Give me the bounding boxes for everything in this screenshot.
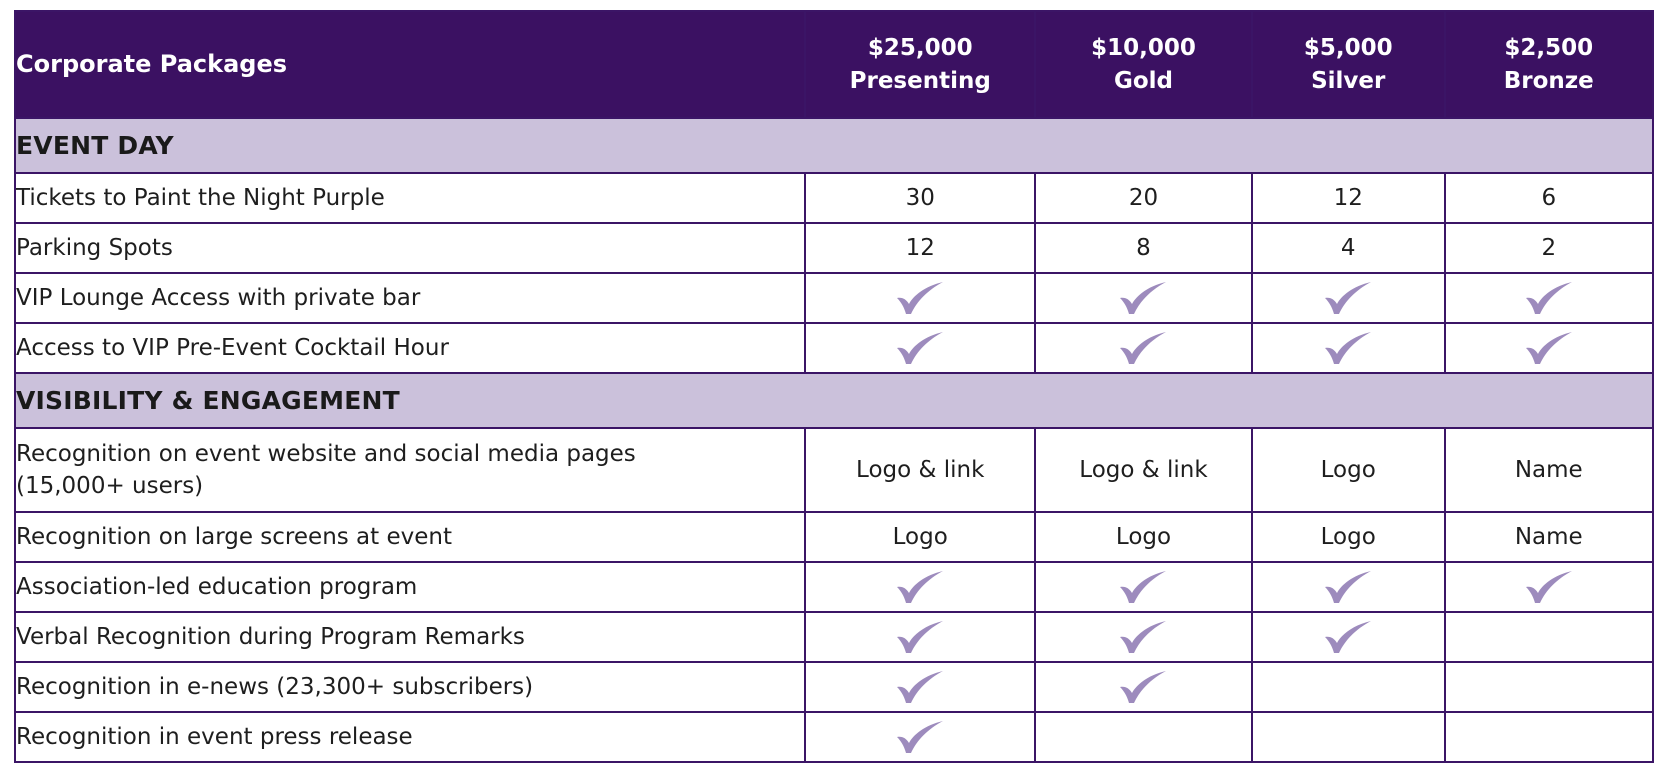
value-cell-presenting	[805, 223, 1035, 273]
check-icon	[895, 281, 945, 315]
value-cell-presenting	[805, 562, 1035, 612]
corporate-packages-table	[14, 10, 1654, 763]
table-row	[15, 323, 1653, 373]
value-text: 4	[1340, 235, 1356, 261]
value-cell-gold	[1035, 512, 1252, 562]
tier-price: $2,500	[1504, 34, 1594, 61]
value-cell-presenting	[805, 273, 1035, 323]
value-text: Logo & link	[1079, 457, 1208, 483]
check-icon	[1524, 281, 1574, 315]
table-row	[15, 612, 1653, 662]
tier-price: $10,000	[1091, 34, 1196, 61]
check-icon	[895, 570, 945, 604]
value-cell-silver	[1252, 562, 1445, 612]
benefit-label: Recognition in e-news (23,300+ subscribers)	[16, 674, 534, 700]
section-title: VISIBILITY & ENGAGEMENT	[15, 373, 1653, 428]
table-row	[15, 662, 1653, 712]
benefit-label: Recognition in event press release	[16, 724, 413, 750]
check-icon	[895, 670, 945, 704]
benefit-label: Parking Spots	[16, 235, 173, 261]
value-cell-gold	[1035, 662, 1252, 712]
benefit-label-cell	[15, 428, 805, 512]
check-icon	[895, 331, 945, 365]
tier-name: Bronze	[1503, 67, 1594, 94]
check-icon	[895, 620, 945, 654]
value-cell-silver	[1252, 712, 1445, 762]
value-cell-gold	[1035, 273, 1252, 323]
table-body	[15, 118, 1653, 762]
benefit-label: VIP Lounge Access with private bar	[16, 285, 421, 311]
value-cell-bronze	[1445, 562, 1653, 612]
value-text: Name	[1514, 457, 1583, 483]
benefit-label: Association-led education program	[16, 574, 418, 600]
value-cell-gold	[1035, 612, 1252, 662]
benefit-label-cell	[15, 223, 805, 273]
value-cell-silver	[1252, 223, 1445, 273]
table-row	[15, 173, 1653, 223]
check-icon	[1118, 570, 1168, 604]
value-cell-presenting	[805, 428, 1035, 512]
check-icon	[1118, 620, 1168, 654]
value-text: Logo	[1115, 524, 1172, 550]
tier-header-silver	[1252, 11, 1445, 118]
value-text: 20	[1128, 185, 1159, 211]
value-text: Logo	[1320, 457, 1376, 483]
benefit-label: Recognition on event website and social media pages	[16, 441, 636, 467]
check-icon	[1323, 331, 1373, 365]
value-text: 12	[1333, 185, 1363, 211]
benefit-label-cell	[15, 173, 805, 223]
benefit-label: Verbal Recognition during Program Remarks	[16, 624, 525, 650]
benefit-label-cell	[15, 273, 805, 323]
value-cell-gold	[1035, 428, 1252, 512]
value-text: 30	[905, 185, 935, 211]
tier-name: Presenting	[849, 67, 991, 94]
value-cell-silver	[1252, 173, 1445, 223]
value-cell-presenting	[805, 512, 1035, 562]
value-cell-silver	[1252, 512, 1445, 562]
tier-header-gold	[1035, 11, 1252, 118]
check-icon	[1323, 281, 1373, 315]
value-text: Logo & link	[856, 457, 985, 483]
value-cell-presenting	[805, 662, 1035, 712]
table-title: Corporate Packages	[15, 11, 805, 118]
benefit-label-cell	[15, 323, 805, 373]
check-icon	[1118, 670, 1168, 704]
check-icon	[1118, 331, 1168, 365]
value-cell-bronze	[1445, 612, 1653, 662]
value-cell-presenting	[805, 712, 1035, 762]
value-cell-gold	[1035, 323, 1252, 373]
tier-header-bronze	[1445, 11, 1653, 118]
check-icon	[895, 720, 945, 754]
header-row	[15, 11, 1653, 118]
value-cell-silver	[1252, 273, 1445, 323]
check-icon	[1524, 331, 1574, 365]
value-cell-gold	[1035, 223, 1252, 273]
value-text: Logo	[1320, 524, 1376, 550]
value-text: 8	[1136, 235, 1151, 261]
value-cell-bronze	[1445, 173, 1653, 223]
benefit-label-cell	[15, 562, 805, 612]
benefit-label-cell	[15, 512, 805, 562]
value-text: 6	[1541, 185, 1557, 211]
section-row	[15, 373, 1653, 428]
table-row	[15, 562, 1653, 612]
value-cell-bronze	[1445, 223, 1653, 273]
value-cell-silver	[1252, 612, 1445, 662]
tier-name: Silver	[1311, 67, 1386, 94]
tier-price: $5,000	[1303, 34, 1393, 61]
benefit-label-cell	[15, 612, 805, 662]
benefit-label: Recognition on large screens at event	[16, 524, 452, 550]
value-cell-bronze	[1445, 428, 1653, 512]
value-cell-presenting	[805, 612, 1035, 662]
table-row	[15, 428, 1653, 512]
value-cell-gold	[1035, 562, 1252, 612]
value-cell-bronze	[1445, 512, 1653, 562]
value-cell-silver	[1252, 662, 1445, 712]
value-text: 2	[1541, 235, 1557, 261]
tier-price: $25,000	[867, 34, 973, 61]
value-cell-bronze	[1445, 323, 1653, 373]
section-row	[15, 118, 1653, 173]
benefit-label-cell	[15, 662, 805, 712]
value-cell-bronze	[1445, 712, 1653, 762]
benefit-label-cell	[15, 712, 805, 762]
value-text: Name	[1514, 524, 1583, 550]
value-cell-presenting	[805, 173, 1035, 223]
table-row	[15, 512, 1653, 562]
table-row	[15, 712, 1653, 762]
section-title: EVENT DAY	[15, 118, 1653, 173]
benefit-label-line2: (15,000+ users)	[16, 473, 204, 499]
check-icon	[1118, 281, 1168, 315]
check-icon	[1524, 570, 1574, 604]
table-row	[15, 223, 1653, 273]
value-cell-bronze	[1445, 662, 1653, 712]
value-text: Logo	[892, 524, 948, 550]
value-cell-presenting	[805, 323, 1035, 373]
check-icon	[1323, 570, 1373, 604]
benefit-label: Access to VIP Pre-Event Cocktail Hour	[16, 335, 449, 361]
value-cell-silver	[1252, 428, 1445, 512]
value-cell-gold	[1035, 712, 1252, 762]
check-icon	[1323, 620, 1373, 654]
value-cell-bronze	[1445, 273, 1653, 323]
table-row	[15, 273, 1653, 323]
tier-name: Gold	[1113, 67, 1173, 94]
value-cell-silver	[1252, 323, 1445, 373]
benefit-label: Tickets to Paint the Night Purple	[16, 185, 385, 211]
tier-header-presenting	[805, 11, 1035, 118]
value-text: 12	[905, 235, 935, 261]
value-cell-gold	[1035, 173, 1252, 223]
